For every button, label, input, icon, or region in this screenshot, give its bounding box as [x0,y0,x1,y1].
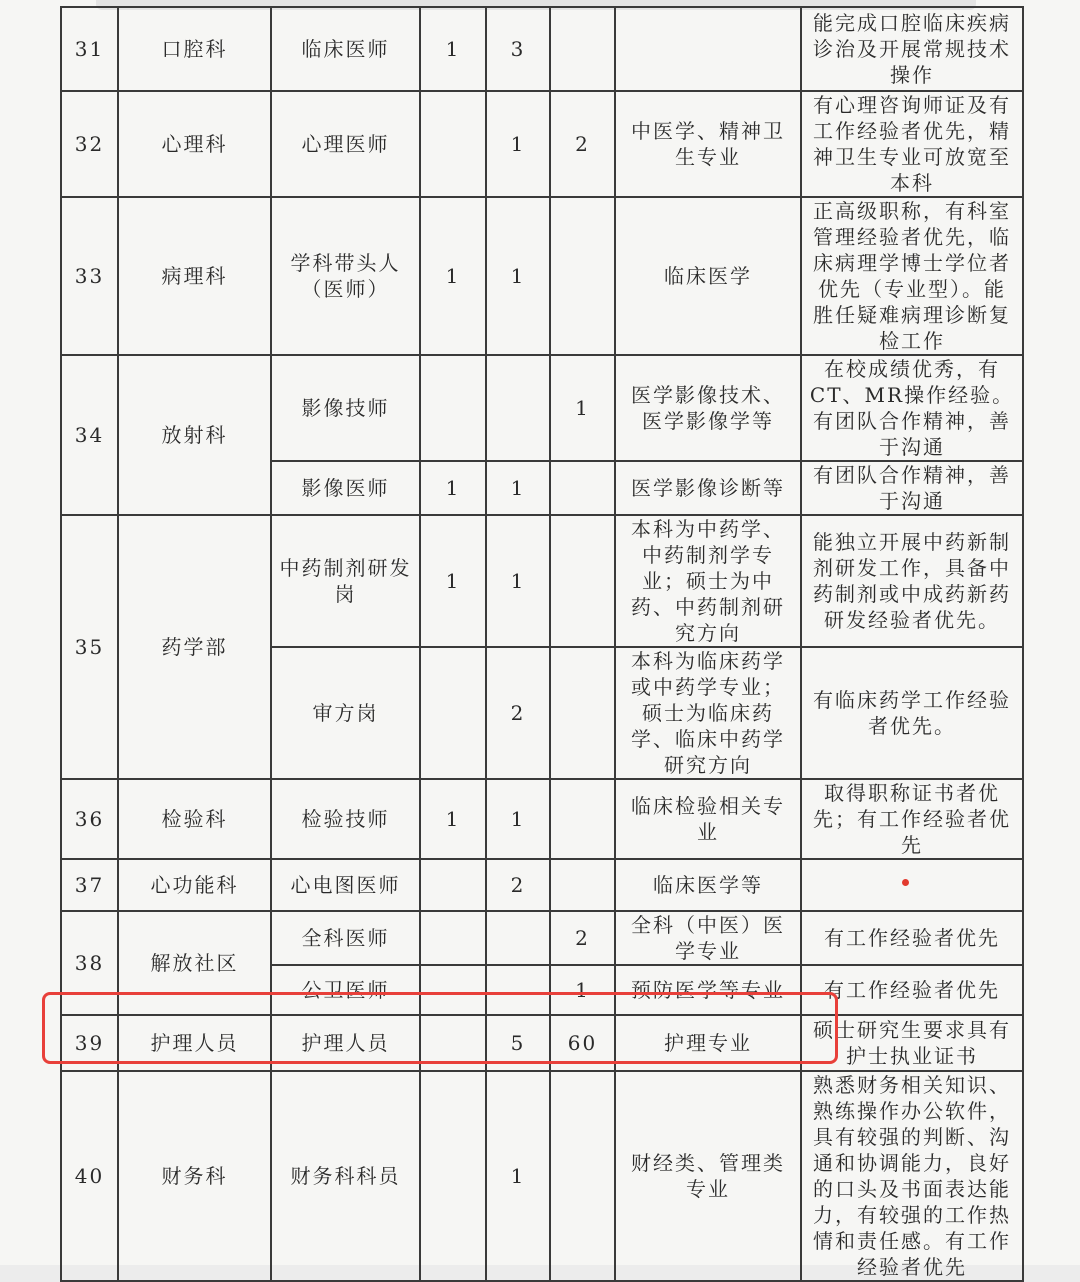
major-requirement: 本科为中药学、中药制剂学专业；硕士为中药、中药制剂研究方向 [615,515,801,647]
count-col-2: 1 [486,515,550,647]
other-requirement: 正高级职称，有科室管理经验者优先，临床病理学博士学位者优先（专业型）。能胜任疑难病理诊断复检工作 [801,197,1023,355]
count-col-1: 1 [420,779,486,859]
major-requirement: 护理专业 [615,1015,801,1071]
row-number: 39 [61,1015,118,1071]
major-requirement: 财经类、管理类专业 [615,1071,801,1281]
row-number: 37 [61,859,118,911]
row-number: 32 [61,91,118,197]
post-name: 心理医师 [271,91,420,197]
other-requirement: 有团队合作精神，善于沟通 [801,461,1023,515]
count-col-1 [420,859,486,911]
post-name: 学科带头人（医师） [271,197,420,355]
department: 口腔科 [118,7,271,91]
row-number: 36 [61,779,118,859]
count-col-3: 1 [550,355,615,461]
other-requirement: 有工作经验者优先 [801,965,1023,1015]
other-requirement: 有心理咨询师证及有工作经验者优先，精神卫生专业可放宽至本科 [801,91,1023,197]
major-requirement: 全科（中医）医学专业 [615,911,801,965]
major-requirement: 临床医学等 [615,859,801,911]
post-name: 全科医师 [271,911,420,965]
major-requirement: 临床医学 [615,197,801,355]
table-row [61,91,1023,197]
other-requirement: 有临床药学工作经验者优先。 [801,647,1023,779]
major-requirement [615,7,801,91]
count-col-2: 1 [486,197,550,355]
row-number: 33 [61,197,118,355]
count-col-2: 1 [486,461,550,515]
major-requirement: 临床检验相关专业 [615,779,801,859]
count-col-1 [420,91,486,197]
table-row [61,859,1023,911]
table-row [61,7,1023,91]
red-dot-mark [902,879,909,886]
positions-table [60,6,1024,1282]
post-name: 影像技师 [271,355,420,461]
table-row [61,197,1023,355]
count-col-2 [486,965,550,1015]
other-requirement: 取得职称证书者优先；有工作经验者优先 [801,779,1023,859]
department: 解放社区 [118,911,271,1015]
count-col-2: 2 [486,859,550,911]
count-col-2: 2 [486,647,550,779]
other-requirement: 硕士研究生要求具有护士执业证书 [801,1015,1023,1071]
count-col-3: 60 [550,1015,615,1071]
post-name: 审方岗 [271,647,420,779]
other-requirement: 能完成口腔临床疾病诊治及开展常规技术操作 [801,7,1023,91]
count-col-2: 3 [486,7,550,91]
count-col-3 [550,1071,615,1281]
count-col-1: 1 [420,7,486,91]
table-row [61,1071,1023,1281]
other-requirement [801,859,1023,911]
count-col-3 [550,515,615,647]
count-col-2 [486,355,550,461]
count-col-2: 1 [486,779,550,859]
table-row [61,355,1023,461]
post-name: 财务科科员 [271,1071,420,1281]
post-name: 中药制剂研发岗 [271,515,420,647]
row-number: 31 [61,7,118,91]
table-row [61,779,1023,859]
post-name: 检验技师 [271,779,420,859]
count-col-2: 5 [486,1015,550,1071]
other-requirement: 在校成绩优秀，有CT、MR操作经验。有团队合作精神，善于沟通 [801,355,1023,461]
table-row [61,911,1023,965]
count-col-1 [420,1015,486,1071]
other-requirement: 能独立开展中药新制剂研发工作，具备中药制剂或中成药新药研发经验者优先。 [801,515,1023,647]
count-col-3 [550,859,615,911]
count-col-2 [486,911,550,965]
table-row [61,515,1023,647]
post-name: 心电图医师 [271,859,420,911]
count-col-1 [420,647,486,779]
department: 放射科 [118,355,271,515]
count-col-3 [550,647,615,779]
department: 财务科 [118,1071,271,1281]
row-number: 35 [61,515,118,779]
count-col-3: 2 [550,911,615,965]
count-col-1 [420,965,486,1015]
count-col-3 [550,7,615,91]
department: 病理科 [118,197,271,355]
count-col-1: 1 [420,515,486,647]
count-col-2: 1 [486,1071,550,1281]
table-row [61,1015,1023,1071]
count-col-2: 1 [486,91,550,197]
count-col-3: 2 [550,91,615,197]
major-requirement: 本科为临床药学或中药学专业；硕士为临床药学、临床中药学研究方向 [615,647,801,779]
department: 检验科 [118,779,271,859]
department: 心功能科 [118,859,271,911]
count-col-1 [420,911,486,965]
department: 心理科 [118,91,271,197]
count-col-1: 1 [420,197,486,355]
count-col-3 [550,779,615,859]
department: 护理人员 [118,1015,271,1071]
post-name: 影像医师 [271,461,420,515]
other-requirement: 有工作经验者优先 [801,911,1023,965]
post-name: 临床医师 [271,7,420,91]
count-col-1 [420,1071,486,1281]
count-col-1: 1 [420,461,486,515]
count-col-3 [550,461,615,515]
department: 药学部 [118,515,271,779]
major-requirement: 医学影像诊断等 [615,461,801,515]
row-number: 40 [61,1071,118,1281]
count-col-3: 1 [550,965,615,1015]
other-requirement: 熟悉财务相关知识、熟练操作办公软件，具有较强的判断、沟通和协调能力，良好的口头及书面表达能力，有较强的工作热情和责任感。有工作经验者优先 [801,1071,1023,1281]
post-name: 护理人员 [271,1015,420,1071]
major-requirement: 医学影像技术、医学影像学等 [615,355,801,461]
major-requirement: 中医学、精神卫生专业 [615,91,801,197]
count-col-1 [420,355,486,461]
major-requirement: 预防医学等专业 [615,965,801,1015]
post-name: 公卫医师 [271,965,420,1015]
row-number: 34 [61,355,118,515]
count-col-3 [550,197,615,355]
row-number: 38 [61,911,118,1015]
